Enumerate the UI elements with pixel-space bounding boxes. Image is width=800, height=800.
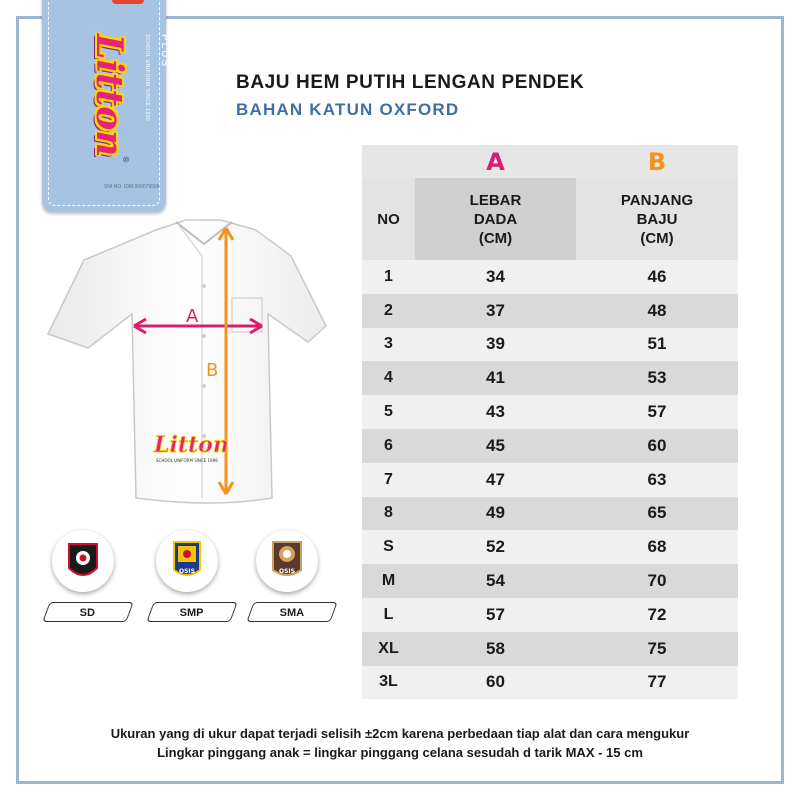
note-tolerance: Ukuran yang di ukur dapat terjadi selisih ±2cm karena perbedaan tiap alat dan cara mengukur	[110, 726, 690, 741]
header-b-line2: BAJU	[636, 210, 678, 228]
badge-label-sma: SMA	[246, 602, 337, 622]
smp-badge-icon	[156, 530, 218, 592]
sd-badge-icon	[52, 530, 114, 592]
cell-lebar-dada: 41	[415, 361, 576, 395]
cell-lebar-dada: 57	[415, 598, 576, 632]
table-row	[362, 530, 738, 564]
header-no: NO	[362, 178, 415, 260]
brand-logo	[88, 34, 130, 162]
brand-logo-text: Litton	[88, 34, 130, 157]
letter-blank	[362, 145, 415, 178]
sma-badge-icon	[256, 530, 318, 592]
table-row	[362, 497, 738, 531]
cell-lebar-dada: 37	[415, 294, 576, 328]
cell-size-no: 2	[362, 294, 415, 328]
cell-lebar-dada: 60	[415, 666, 576, 700]
cell-panjang-baju: 72	[576, 598, 738, 632]
brand-tag	[42, 0, 170, 212]
header-a-line1: LEBAR	[469, 191, 522, 209]
cell-panjang-baju: 46	[576, 260, 738, 294]
cell-lebar-dada: 34	[415, 260, 576, 294]
cell-size-no: 4	[362, 361, 415, 395]
table-row	[362, 666, 738, 700]
header-b-line1: PANJANG	[620, 191, 694, 209]
cell-size-no: S	[362, 530, 415, 564]
cell-size-no: 3	[362, 328, 415, 362]
cell-size-no: 5	[362, 395, 415, 429]
table-row	[362, 598, 738, 632]
table-row	[362, 294, 738, 328]
measure-label-b: B	[206, 360, 219, 381]
sni-number: SNI NO. IDM 000079598	[104, 184, 160, 190]
badge-sd	[52, 530, 114, 619]
shirt-chest-logo	[153, 432, 229, 463]
cell-lebar-dada: 49	[415, 497, 576, 531]
cell-panjang-baju: 70	[576, 564, 738, 598]
header-b-line3: (CM)	[640, 229, 674, 247]
size-table	[362, 145, 738, 699]
cell-panjang-baju: 60	[576, 429, 738, 463]
cell-lebar-dada: 54	[415, 564, 576, 598]
table-row	[362, 328, 738, 362]
letter-b: B	[576, 145, 738, 178]
cell-panjang-baju: 51	[576, 328, 738, 362]
shirt-logo-text: Litton	[154, 432, 229, 458]
registered-mark: ®	[121, 156, 130, 163]
cell-size-no: 8	[362, 497, 415, 531]
cell-panjang-baju: 63	[576, 463, 738, 497]
brand-tagline: SCHOOL UNIFORM SINCE 1999	[144, 34, 150, 122]
cell-lebar-dada: 39	[415, 328, 576, 362]
header-row	[362, 178, 738, 260]
page-title: BAJU HEM PUTIH LENGAN PENDEK	[236, 72, 585, 93]
table-row	[362, 564, 738, 598]
cell-size-no: M	[362, 564, 415, 598]
cell-size-no: L	[362, 598, 415, 632]
header-panjang-baju	[576, 178, 738, 260]
cell-size-no: XL	[362, 632, 415, 666]
table-row	[362, 632, 738, 666]
table-row	[362, 395, 738, 429]
cell-size-no: 1	[362, 260, 415, 294]
shirt-logo-tagline: SCHOOL UNIFORM SINCE 1999	[156, 458, 218, 463]
letter-a: A	[415, 145, 576, 178]
cell-lebar-dada: 43	[415, 395, 576, 429]
cell-size-no: 3L	[362, 666, 415, 700]
cell-panjang-baju: 68	[576, 530, 738, 564]
shirt-illustration	[36, 216, 341, 516]
header-lebar-dada	[415, 178, 576, 260]
badge-label-smp: SMP	[146, 602, 237, 622]
cell-panjang-baju: 77	[576, 666, 738, 700]
header-a-line2: DADA	[473, 210, 518, 228]
table-row	[362, 361, 738, 395]
letter-row	[362, 145, 738, 178]
table-row	[362, 429, 738, 463]
badge-smp	[156, 530, 218, 619]
cell-panjang-baju: 53	[576, 361, 738, 395]
badge-sma	[256, 530, 318, 619]
table-row	[362, 463, 738, 497]
cell-size-no: 6	[362, 429, 415, 463]
header-a-line3: (CM)	[478, 229, 513, 247]
cell-size-no: 7	[362, 463, 415, 497]
page-subtitle: BAHAN KATUN OXFORD	[236, 100, 460, 119]
sma-badge-text: OSIS	[279, 568, 295, 575]
cell-lebar-dada: 58	[415, 632, 576, 666]
table-row	[362, 260, 738, 294]
cell-panjang-baju: 75	[576, 632, 738, 666]
cell-panjang-baju: 48	[576, 294, 738, 328]
note-waist: Lingkar pinggang anak = lingkar pinggang celana sesudah d tarik MAX - 15 cm	[157, 745, 643, 760]
measure-label-a: A	[186, 306, 199, 327]
brand-plus: PLUS	[159, 34, 170, 69]
cell-panjang-baju: 57	[576, 395, 738, 429]
cell-panjang-baju: 65	[576, 497, 738, 531]
cell-lebar-dada: 52	[415, 530, 576, 564]
cell-lebar-dada: 47	[415, 463, 576, 497]
cell-lebar-dada: 45	[415, 429, 576, 463]
smp-badge-text: OSIS	[179, 568, 195, 575]
badge-label-sd: SD	[42, 602, 133, 622]
